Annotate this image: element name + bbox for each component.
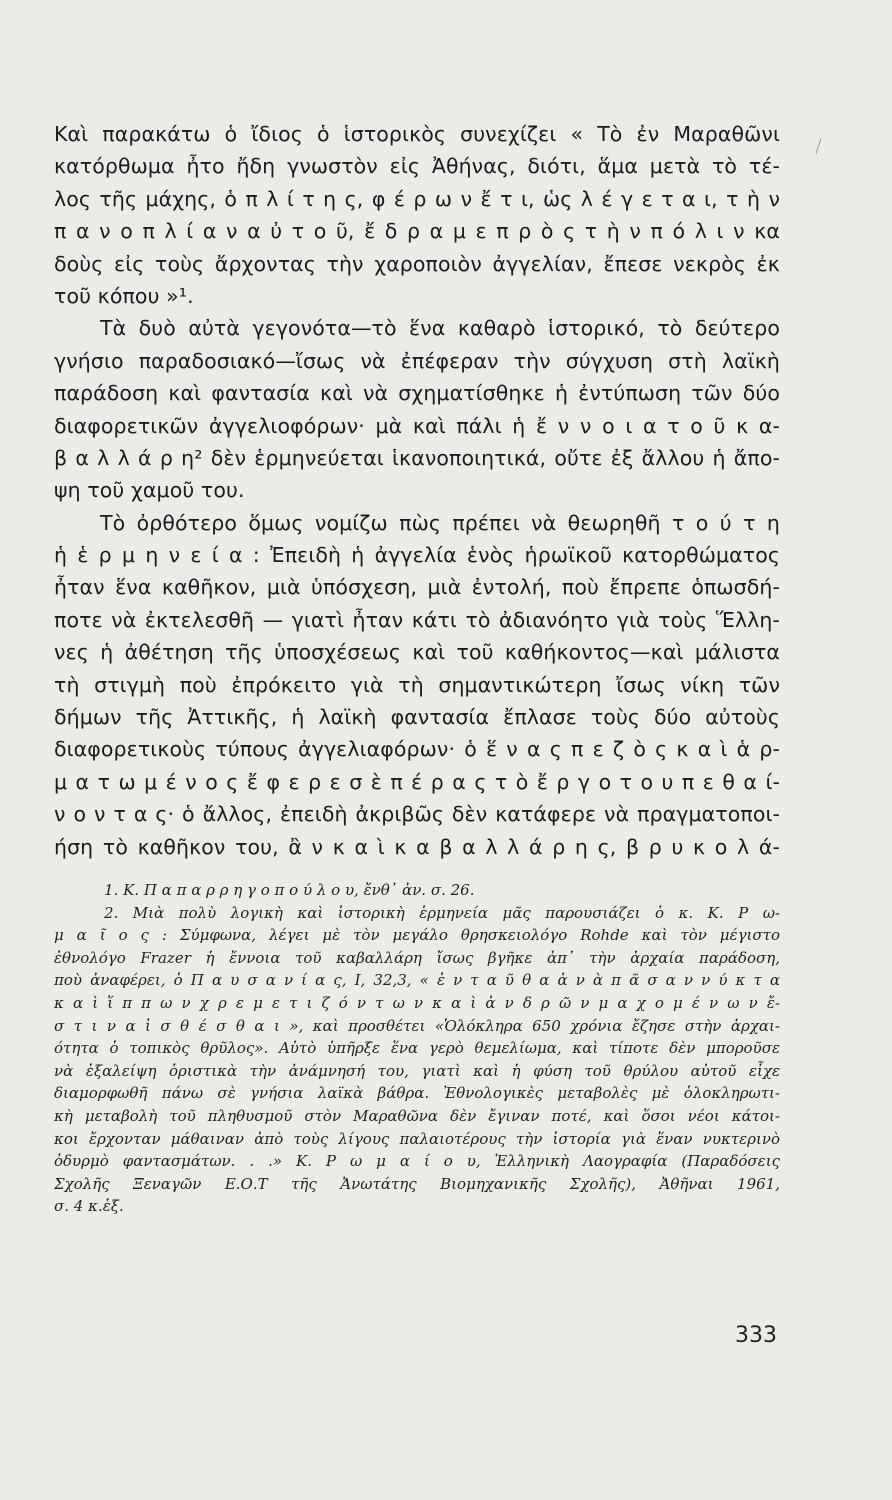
footnote-line: διαμορφωθῆ πάνω σὲ γνήσια λαϊκὰ βάθρα. Ἐθνολογικὲς μεταβολὲς μὲ ὁλοκληρωτι-: [54, 1084, 780, 1103]
text-line: Τὰ δυὸ αὐτὰ γεγονότα—τὸ ἕνα καθαρὸ ἱστορικό, τὸ δεύτερο: [100, 316, 780, 341]
margin-mark: [816, 138, 822, 154]
text-line: γνήσιο παραδοσιακό—ἴσως νὰ ἐπέφεραν τὴν σύγχυση στὴ λαϊκὴ: [54, 348, 780, 373]
text-line: ήση τὸ καθῆκον του, ἂ ν κ α ὶ κ α β α λ λ ά ρ η ς, β ρ υ κ ο λ ά-: [54, 834, 780, 859]
footnote-line: ἐθνολόγο Frazer ἡ ἔννοια τοῦ καβαλλάρη ἴσως βγῆκε ἀπ᾽ τὴν ἀρχαία παράδοση,: [54, 948, 780, 967]
text-line: διαφορετικῶν ἀγγελιοφόρων· μὰ καὶ πάλι ἡ ἔ ν ν ο ι α τ ο ῦ κ α-: [54, 413, 780, 438]
footnote-line: ὀδυρμὸ φαντασμάτων. . .» Κ. Ρ ω μ α ί ο υ, Ἑλληνικὴ Λαογραφία (Παραδόσεις: [54, 1152, 780, 1171]
text-line: ν ο ν τ α ς· ὁ ἄλλος, ἐπειδὴ ἀκριβῶς δὲν κατάφερε νὰ πραγματοποι-: [54, 802, 780, 827]
text-line: β α λ λ ά ρ η² δὲν ἑρμηνεύεται ἱκανοποιητικά, οὔτε ἐξ ἄλλου ἡ ἄπο-: [54, 445, 780, 470]
footnote-line: κ α ὶ ἵ π π ω ν χ ρ ε μ ε τ ι ζ ό ν τ ω ν κ α ὶ ἀ ν δ ρ ῶ ν μ α χ ο μ έ ν ω ν ἔ-: [54, 993, 780, 1012]
footnote-line: σ τ ι ν α ἰ σ θ έ σ θ α ι », καὶ προσθέτει «Ὁλόκληρα 650 χρόνια ἔζησε στὴν ἀρχαι-: [54, 1016, 780, 1035]
text-line: παράδοση καὶ φαντασία καὶ νὰ σχηματίσθηκε ἡ ἐντύπωση τῶν δύο: [54, 381, 780, 406]
footnote-line: σ. 4 κ.ἑξ.: [54, 1197, 124, 1216]
text-line: Τὸ ὀρθότερο ὅμως νομίζω πὼς πρέπει νὰ θεωρηθῆ τ ο ύ τ η: [100, 510, 780, 535]
text-line: μ α τ ω μ έ ν ο ς ἔ φ ε ρ ε σ ὲ π έ ρ α ς τ ὸ ἔ ρ γ ο τ ο υ π ε θ α ί-: [54, 769, 780, 794]
text-line: κατόρθωμα ἦτο ἤδη γνωστὸν εἰς Ἀθήνας, διότι, ἅμα μετὰ τὸ τέ-: [54, 154, 780, 179]
text-line: δήμων τῆς Ἀττικῆς, ἡ λαϊκὴ φαντασία ἔπλασε τοὺς δύο αὐτοὺς: [54, 705, 780, 730]
page-number: 333: [735, 1323, 777, 1348]
text-line: ἡ ἑ ρ μ η ν ε ί α : Ἐπειδὴ ἡ ἀγγελία ἑνὸς ἡρωϊκοῦ κατορθώματος: [54, 543, 780, 568]
footnote-line: ότητα ὁ τοπικὸς θρῦλος». Αὐτὸ ὑπῆρξε ἕνα γερὸ θεμελίωμα, καὶ τίποτε δὲν μποροῦσε: [54, 1039, 780, 1058]
footnote-line: νὰ ἐξαλείψη ὁριστικὰ τὴν ἀνάμνησή του, γιατὶ καὶ ἡ φύση τοῦ θρύλου αὐτοῦ εἶχε: [54, 1061, 780, 1080]
footnote-line: κοι ἔρχονταν μάθαιναν ἀπὸ τοὺς λίγους παλαιοτέρους τὴν ἱστορία γιὰ ἕναν νυκτερινὸ: [54, 1129, 780, 1148]
text-line: ψη τοῦ χαμοῦ του.: [54, 478, 245, 503]
footnote-line: μ α ῖ ο ς : Σύμφωνα, λέγει μὲ τὸν μεγάλο θρησκειολόγο Rohde καὶ τὸν μέγιστο: [54, 926, 780, 945]
main-text: [54, 118, 780, 863]
text-line: νες ἡ ἀθέτηση τῆς ὑποσχέσεως καὶ τοῦ καθήκοντος—καὶ μάλιστα: [54, 640, 780, 665]
text-line: ἦταν ἕνα καθῆκον, μιὰ ὑπόσχεση, μιὰ ἐντολή, ποὺ ἔπρεπε ὁπωσδή-: [54, 575, 780, 600]
text-line: ποτε νὰ ἐκτελεσθῆ — γιατὶ ἦταν κάτι τὸ ἀδιανόητο γιὰ τοὺς Ἕλλη-: [54, 607, 780, 632]
text-line: δοὺς εἰς τοὺς ἄρχοντας τὴν χαροποιὸν ἀγγελίαν, ἔπεσε νεκρὸς ἐκ: [54, 251, 780, 276]
footnote-line: 2. Μιὰ πολὺ λογικὴ καὶ ἱστορικὴ ἑρμηνεία μᾶς παρουσιάζει ὁ κ. Κ. Ρ ω-: [104, 903, 780, 922]
text-line: τοῦ κόπου »¹.: [54, 283, 194, 308]
text-line: Καὶ παρακάτω ὁ ἴδιος ὁ ἱστορικὸς συνεχίζει « Τὸ ἐν Μαραθῶνι: [54, 122, 780, 146]
text-line: λος τῆς μάχης, ὁ π λ ί τ η ς, φ έ ρ ω ν ἔ τ ι, ὡς λ έ γ ε τ α ι, τ ὴ ν: [54, 186, 780, 211]
text-line: τὴ στιγμὴ ποὺ ἐπρόκειτο γιὰ τὴ σημαντικώτερη ἴσως νίκη τῶν: [54, 672, 780, 697]
footnote-line: 1. Κ. Π α π α ρ ρ η γ ο π ο ύ λ ο υ, ἔνθ᾽ ἀν. σ. 26.: [104, 881, 475, 899]
footnotes: [54, 879, 780, 1218]
footnote-line: Σχολῆς Ξεναγῶν Ε.Ο.Τ τῆς Ἀνωτάτης Βιομηχανικῆς Σχολῆς), Ἀθῆναι 1961,: [54, 1174, 780, 1193]
footnote-line: ποὺ ἀναφέρει, ὁ Π α υ σ α ν ί α ς, Ι, 32,3, « ἐ ν τ α ῦ θ α ἀ ν ὰ π ᾶ σ α ν ν ύ κ τ α: [54, 971, 780, 990]
text-line: διαφορετικοὺς τύπους ἀγγελιαφόρων· ὁ ἕ ν α ς π ε ζ ὸ ς κ α ὶ ἁ ρ-: [54, 737, 780, 762]
footnote-line: κὴ μεταβολὴ τοῦ πληθυσμοῦ στὸν Μαραθῶνα δὲν ἔγιναν ποτέ, καὶ ὅσοι νέοι κάτοι-: [54, 1106, 780, 1125]
text-line: π α ν ο π λ ί α ν α ὐ τ ο ῦ, ἔ δ ρ α μ ε π ρ ὸ ς τ ὴ ν π ό λ ι ν κα: [54, 219, 780, 244]
